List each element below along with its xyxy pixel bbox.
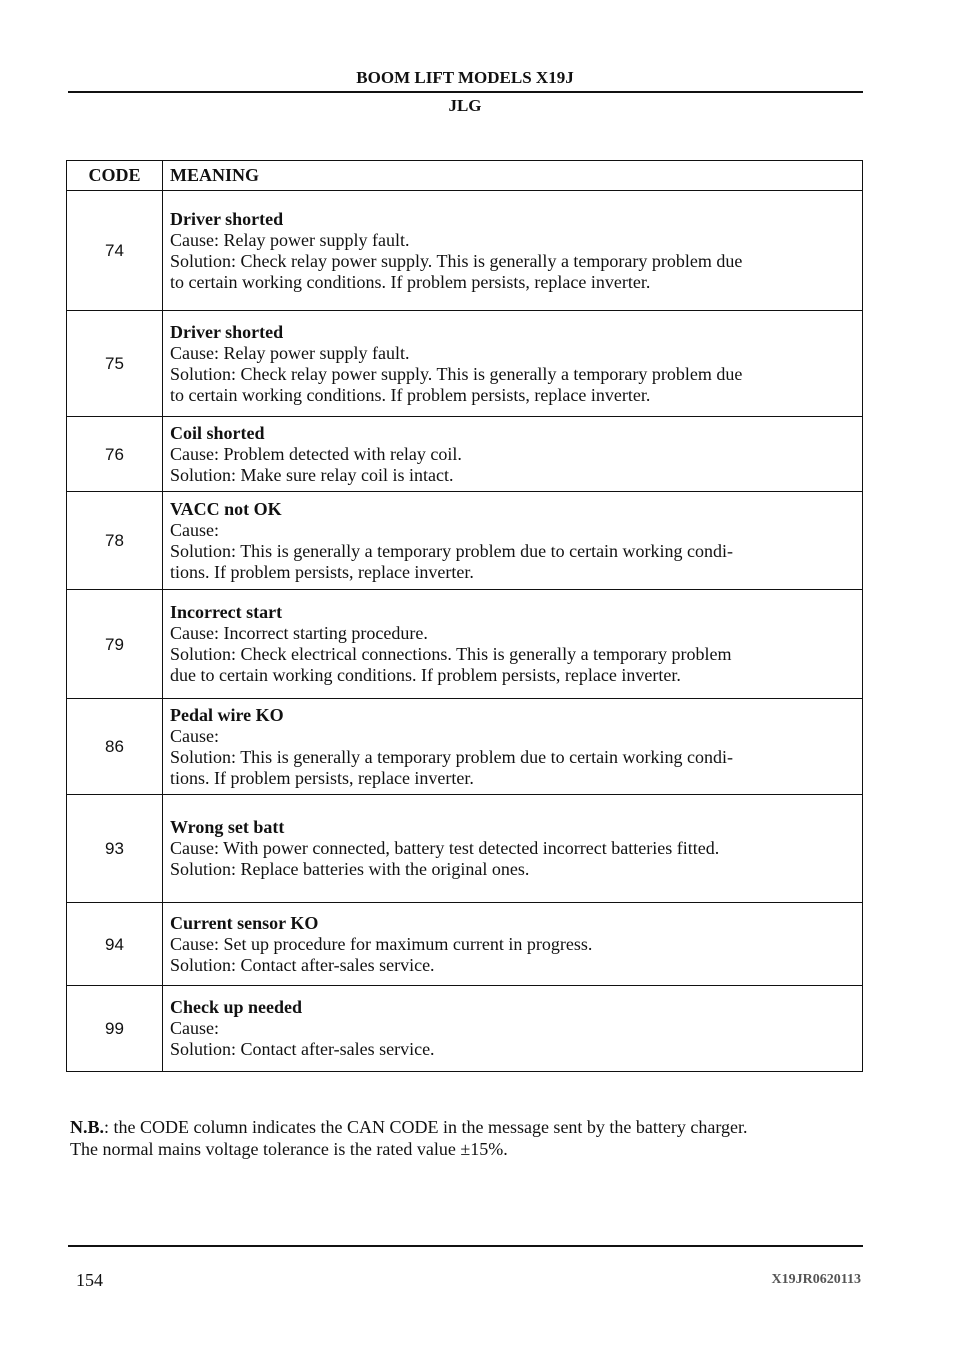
- fault-title: Driver shorted: [170, 321, 284, 342]
- fault-solution: Solution: Contact after-sales service.: [170, 1039, 435, 1059]
- code-cell: 75: [67, 311, 163, 417]
- fault-title: Coil shorted: [170, 422, 265, 443]
- note-text-2: The normal mains voltage tolerance is the rated value ±15%.: [70, 1139, 508, 1159]
- fault-title: Wrong set batt: [170, 817, 285, 837]
- fault-solution: Solution: Check relay power supply. This is generally a temporary problem due: [170, 363, 743, 384]
- fault-title: Check up needed: [170, 997, 303, 1017]
- fault-cause: Cause: Incorrect starting procedure.: [170, 623, 428, 643]
- fault-cause: Cause:: [170, 519, 219, 540]
- table-row: [67, 986, 863, 1072]
- fault-solution: to certain working conditions. If problem persists, replace inverter.: [170, 384, 651, 405]
- column-header-meaning: MEANING: [163, 161, 863, 191]
- fault-solution: Solution: Replace batteries with the original ones.: [170, 859, 530, 879]
- page-header-subtitle: JLG: [448, 96, 482, 115]
- fault-title: VACC not OK: [170, 498, 282, 519]
- fault-solution: Solution: Make sure relay coil is intact.: [170, 464, 454, 485]
- fault-title: Pedal wire KO: [170, 704, 284, 725]
- table-row: [67, 311, 863, 417]
- fault-cause: Cause: Relay power supply fault.: [170, 342, 410, 363]
- fault-solution: Solution: Check relay power supply. This is generally a temporary problem due: [170, 250, 743, 271]
- page-number: 154: [76, 1270, 103, 1290]
- document-code: X19JR0620113: [771, 1272, 861, 1287]
- code-cell: 78: [67, 492, 163, 590]
- fault-solution: Solution: This is generally a temporary problem due to certain working condi-: [170, 540, 734, 561]
- fault-cause: Cause:: [170, 725, 219, 746]
- code-cell: 93: [67, 795, 163, 903]
- column-header-code: CODE: [67, 161, 163, 191]
- note-label: N.B.: [70, 1117, 105, 1137]
- meaning-cell: [163, 417, 863, 492]
- note-text: : the CODE column indicates the CAN CODE in the message sent by the battery charger.: [104, 1117, 748, 1137]
- fault-title: Incorrect start: [170, 602, 283, 622]
- fault-cause: Cause: Set up procedure for maximum current in progress.: [170, 933, 593, 954]
- table-row: [67, 492, 863, 590]
- meaning-cell: [163, 986, 863, 1072]
- code-cell: 94: [67, 903, 163, 986]
- code-cell: 86: [67, 699, 163, 795]
- table-row: [67, 903, 863, 986]
- fault-solution: tions. If problem persists, replace inverter.: [170, 561, 474, 582]
- table-row: [67, 417, 863, 492]
- code-cell: 76: [67, 417, 163, 492]
- meaning-cell: [163, 903, 863, 986]
- fault-cause: Cause:: [170, 1018, 219, 1038]
- page-header-title: BOOM LIFT MODELS X19J: [356, 68, 574, 87]
- fault-solution: to certain working conditions. If problem persists, replace inverter.: [170, 271, 651, 292]
- fault-cause: Cause: With power connected, battery test detected incorrect batteries fitted.: [170, 838, 720, 858]
- note-paragraph: [70, 1116, 870, 1160]
- fault-cause: Cause: Problem detected with relay coil.: [170, 443, 462, 464]
- header-rule: [68, 91, 863, 93]
- table-row: [67, 590, 863, 699]
- meaning-cell: [163, 590, 863, 699]
- footer-rule: [68, 1245, 863, 1247]
- error-code-table: [66, 160, 863, 1072]
- code-cell: 74: [67, 191, 163, 311]
- code-cell: 99: [67, 986, 163, 1072]
- fault-title: Current sensor KO: [170, 912, 319, 933]
- meaning-cell: [163, 795, 863, 903]
- meaning-cell: [163, 699, 863, 795]
- fault-solution: tions. If problem persists, replace inverter.: [170, 767, 474, 788]
- table-row: [67, 795, 863, 903]
- code-cell: 79: [67, 590, 163, 699]
- meaning-cell: [163, 191, 863, 311]
- table-row: [67, 191, 863, 311]
- table-row: [67, 699, 863, 795]
- fault-cause: Cause: Relay power supply fault.: [170, 229, 410, 250]
- fault-solution: Solution: Check electrical connections. This is generally a temporary problem: [170, 644, 732, 664]
- fault-solution: Solution: This is generally a temporary problem due to certain working condi-: [170, 746, 734, 767]
- meaning-cell: [163, 311, 863, 417]
- fault-solution: due to certain working conditions. If problem persists, replace inverter.: [170, 665, 681, 685]
- table-header-row: [67, 161, 863, 191]
- fault-title: Driver shorted: [170, 208, 284, 229]
- fault-solution: Solution: Contact after-sales service.: [170, 954, 435, 975]
- meaning-cell: [163, 492, 863, 590]
